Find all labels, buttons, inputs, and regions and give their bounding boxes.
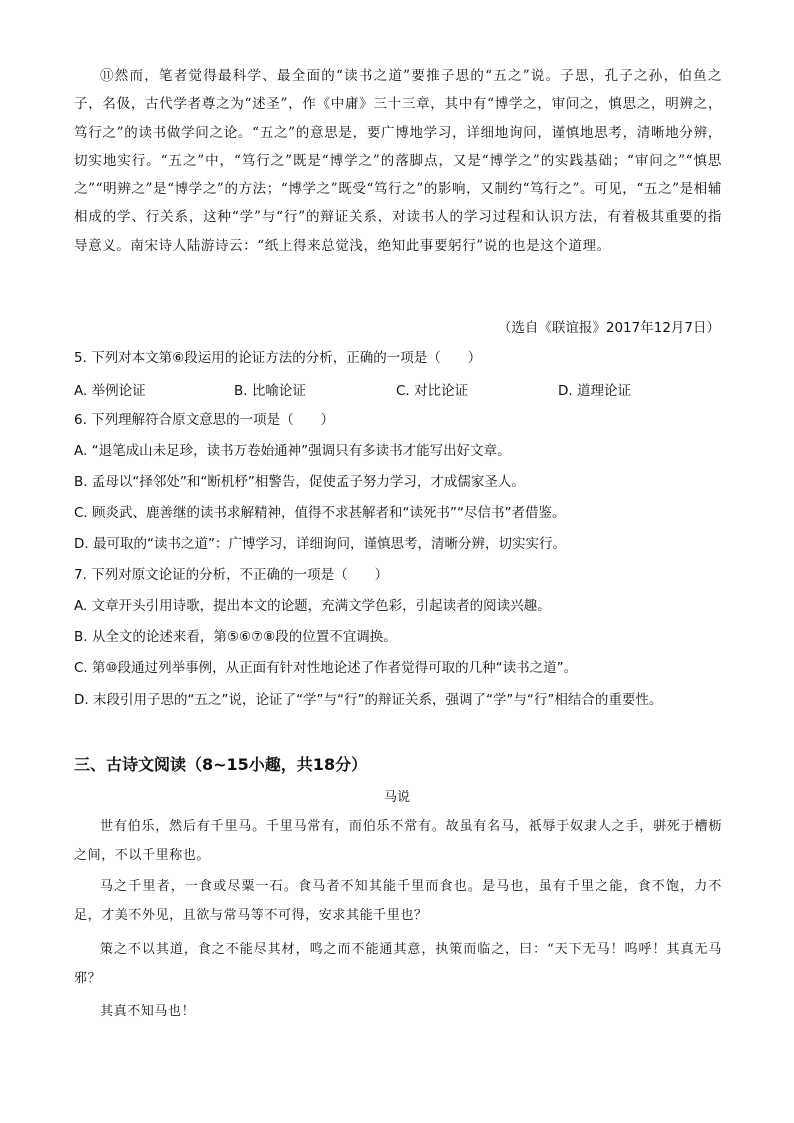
q6-option-d[interactable]: D. 最可取的“读书之道”：广博学习，详细询问，谨慎思考，清晰分辨，切实实行。 xyxy=(74,536,566,552)
q7-stem: 7. 下列对原文论证的分析，不正确的一项是（ ） xyxy=(74,567,389,583)
poem-title: 马说 xyxy=(383,790,410,805)
q7-option-a[interactable]: A. 文章开头引用诗歌，提出本文的论题，充满文学色彩，引起读者的阅读兴趣。 xyxy=(74,598,551,614)
poem-paragraph-3: 策之不以其道，食之不能尽其材，鸣之而不能通其意，执策而临之，曰：“天下无马！呜呼！其真无马邪？ xyxy=(74,942,722,986)
poem-paragraph-1: 世有伯乐，然后有千里马。千里马常有，而伯乐不常有。故虽有名马，祇辱于奴隶人之手，骈死于槽枥之间，不以千里称也。 xyxy=(74,819,722,863)
q7-option-c[interactable]: C. 第⑩段通过列举事例，从正面有针对性地论述了作者觉得可取的几种“读书之道”。 xyxy=(74,660,578,676)
q5-option-c[interactable]: C. 对比论证 xyxy=(396,383,469,399)
q6-option-b[interactable]: B. 孟母以“择邻处”和“断机杼”相警告，促使孟子努力学习，才成儒家圣人。 xyxy=(74,474,525,490)
q6-option-c[interactable]: C. 顾炎武、鹿善继的读书求解精神，值得不求甚解者和“读死书”“尽信书”者借鉴。 xyxy=(74,505,566,521)
q5-stem: 5. 下列对本文第⑥段运用的论证方法的分析，正确的一项是（ ） xyxy=(74,350,482,366)
section-heading: 三、古诗文阅读（8~15小趣，共18分） xyxy=(74,755,368,774)
poem-paragraph-2: 马之千里者，一食或尽粟一石。食马者不知其能千里而食也。是马也，虽有千里之能，食不饱，力不足，才美不外见，且欲与常马等不可得，安求其能千里也？ xyxy=(74,879,722,923)
passage-source: （选自《联谊报》2017年12月7日） xyxy=(497,320,720,336)
passage-paragraph-11: ⑪然而，笔者觉得最科学、最全面的“读书之道”要推子思的“五之”说。子思，孔子之孙，伯鱼之子，名伋，古代学者尊之为“述圣”，作《中庸》三十三章，其中有“博学之，审问之，慎思之，明辨之，笃行之”的读书做学问之论。“五之”的意思是，要广博地学习，详细地询问，谨慎地思考，清晰地分辨，切实地实行。“五之”中，“笃行之”既是“博学之”的落脚点，又是“博学之”的实践基础；“审问之”“慎思之”“明辨之”是“博学之”的方法；“博学之”既受“笃行之”的影响，又制约“笃行之”。可见，“五之”是相辅相成的学、行关系，这种“学”与“行”的辩证关系，对读书人的学习过程和认识方法，有着极其重要的指导意义。南宋诗人陆游诗云：“纸上得来总觉浅，绝知此事要躬行”说的也是这个道理。 xyxy=(74,68,722,254)
q5-option-a[interactable]: A. 举例论证 xyxy=(74,383,146,399)
q6-stem: 6. 下列理解符合原文意思的一项是（ ） xyxy=(74,412,335,428)
q7-option-b[interactable]: B. 从全文的论述来看，第⑤⑥⑦⑧段的位置不宜调换。 xyxy=(74,629,397,645)
poem-paragraph-4: 其真不知马也！ xyxy=(100,1004,196,1019)
q7-option-d[interactable]: D. 末段引用子思的“五之”说，论证了“学”与“行”的辩证关系，强调了“学”与“行”相结合的重要性。 xyxy=(74,692,663,708)
q5-option-d[interactable]: D. 道理论证 xyxy=(558,383,631,399)
q5-option-b[interactable]: B. 比喻论证 xyxy=(234,383,306,399)
q6-option-a[interactable]: A. “退笔成山未足珍，读书万卷始通神”强调只有多读书才能写出好文章。 xyxy=(74,443,511,459)
